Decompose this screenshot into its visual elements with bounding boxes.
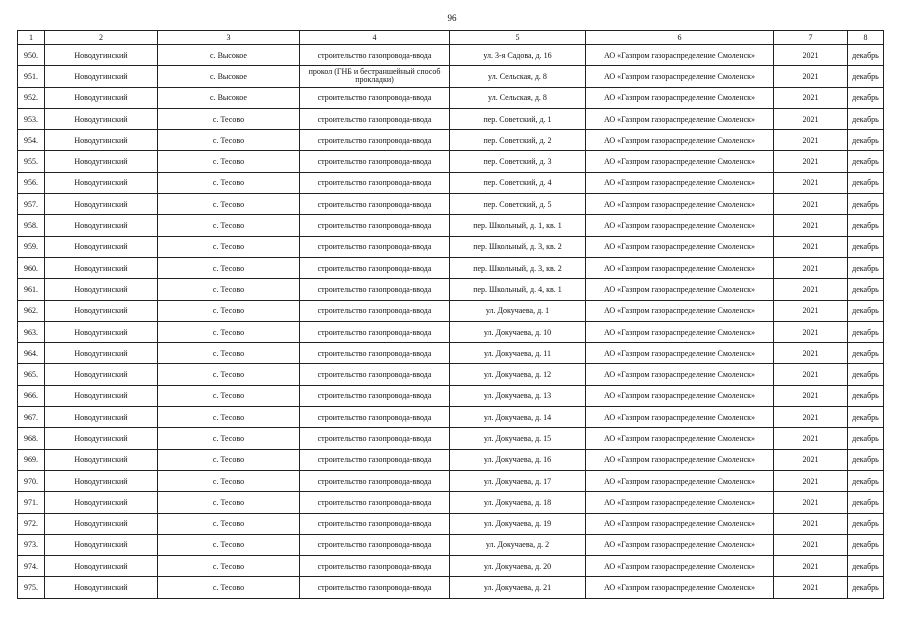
district-cell: Новодугинский [45,66,158,87]
district-cell: Новодугинский [45,364,158,385]
table-row [18,172,884,193]
address-cell: пер. Советский, д. 1 [450,108,586,129]
work-type-cell: строительство газопровода-ввода [300,364,450,385]
row-number-cell: 965. [18,364,45,385]
organization-cell: АО «Газпром газораспределение Смоленск» [586,194,774,215]
organization-cell: АО «Газпром газораспределение Смоленск» [586,577,774,598]
column-header: 4 [300,31,450,45]
table-row [18,470,884,491]
organization-cell: АО «Газпром газораспределение Смоленск» [586,556,774,577]
year-cell: 2021 [774,130,848,151]
work-type-cell: строительство газопровода-ввода [300,534,450,555]
table-row [18,279,884,300]
organization-cell: АО «Газпром газораспределение Смоленск» [586,321,774,342]
year-cell: 2021 [774,172,848,193]
settlement-cell: с. Тесово [158,172,300,193]
address-cell: ул. Докучаева, д. 14 [450,407,586,428]
month-cell: декабрь [848,513,884,534]
organization-cell: АО «Газпром газораспределение Смоленск» [586,151,774,172]
district-cell: Новодугинский [45,45,158,66]
work-type-cell: строительство газопровода-ввода [300,194,450,215]
address-cell: пер. Советский, д. 4 [450,172,586,193]
district-cell: Новодугинский [45,194,158,215]
month-cell: декабрь [848,407,884,428]
settlement-cell: с. Тесово [158,194,300,215]
district-cell: Новодугинский [45,108,158,129]
month-cell: декабрь [848,66,884,87]
district-cell: Новодугинский [45,172,158,193]
address-cell: ул. Докучаева, д. 17 [450,470,586,491]
district-cell: Новодугинский [45,407,158,428]
organization-cell: АО «Газпром газораспределение Смоленск» [586,130,774,151]
district-cell: Новодугинский [45,428,158,449]
work-type-cell: строительство газопровода-ввода [300,492,450,513]
work-type-cell: строительство газопровода-ввода [300,215,450,236]
row-number-cell: 961. [18,279,45,300]
year-cell: 2021 [774,321,848,342]
district-cell: Новодугинский [45,449,158,470]
organization-cell: АО «Газпром газораспределение Смоленск» [586,236,774,257]
district-cell: Новодугинский [45,577,158,598]
table-row [18,45,884,66]
table-row [18,449,884,470]
column-header: 6 [586,31,774,45]
district-cell: Новодугинский [45,321,158,342]
year-cell: 2021 [774,513,848,534]
row-number-cell: 969. [18,449,45,470]
address-cell: пер. Школьный, д. 3, кв. 2 [450,257,586,278]
address-cell: ул. Докучаева, д. 12 [450,364,586,385]
row-number-cell: 963. [18,321,45,342]
address-cell: ул. Докучаева, д. 21 [450,577,586,598]
row-number-cell: 967. [18,407,45,428]
settlement-cell: с. Тесово [158,534,300,555]
district-cell: Новодугинский [45,470,158,491]
year-cell: 2021 [774,236,848,257]
month-cell: декабрь [848,45,884,66]
work-type-cell: строительство газопровода-ввода [300,279,450,300]
address-cell: ул. Докучаева, д. 15 [450,428,586,449]
month-cell: декабрь [848,172,884,193]
table-row [18,385,884,406]
table-row [18,556,884,577]
address-cell: ул. Докучаева, д. 16 [450,449,586,470]
district-cell: Новодугинский [45,279,158,300]
work-type-cell: строительство газопровода-ввода [300,172,450,193]
column-header: 2 [45,31,158,45]
settlement-cell: с. Тесово [158,236,300,257]
work-type-cell: строительство газопровода-ввода [300,45,450,66]
month-cell: декабрь [848,492,884,513]
month-cell: декабрь [848,87,884,108]
district-cell: Новодугинский [45,257,158,278]
table-row [18,428,884,449]
address-cell: ул. Докучаева, д. 11 [450,343,586,364]
year-cell: 2021 [774,45,848,66]
row-number-cell: 973. [18,534,45,555]
settlement-cell: с. Тесово [158,257,300,278]
table-row [18,534,884,555]
year-cell: 2021 [774,470,848,491]
column-header: 3 [158,31,300,45]
row-number-cell: 959. [18,236,45,257]
work-type-cell: строительство газопровода-ввода [300,321,450,342]
settlement-cell: с. Тесово [158,470,300,491]
organization-cell: АО «Газпром газораспределение Смоленск» [586,279,774,300]
row-number-cell: 952. [18,87,45,108]
work-type-cell: строительство газопровода-ввода [300,257,450,278]
settlement-cell: с. Тесово [158,428,300,449]
table-row [18,513,884,534]
month-cell: декабрь [848,215,884,236]
settlement-cell: с. Тесово [158,279,300,300]
work-type-cell: строительство газопровода-ввода [300,428,450,449]
month-cell: декабрь [848,577,884,598]
table-row [18,577,884,598]
table-row [18,130,884,151]
settlement-cell: с. Тесово [158,513,300,534]
month-cell: декабрь [848,343,884,364]
table-row [18,407,884,428]
work-type-cell: строительство газопровода-ввода [300,130,450,151]
district-cell: Новодугинский [45,236,158,257]
organization-cell: АО «Газпром газораспределение Смоленск» [586,534,774,555]
row-number-cell: 957. [18,194,45,215]
address-cell: пер. Советский, д. 5 [450,194,586,215]
settlement-cell: с. Тесово [158,556,300,577]
table-body [18,45,884,599]
page-number: 96 [447,13,457,23]
work-type-cell: строительство газопровода-ввода [300,449,450,470]
month-cell: декабрь [848,300,884,321]
column-header: 1 [18,31,45,45]
work-type-cell: строительство газопровода-ввода [300,385,450,406]
row-number-cell: 951. [18,66,45,87]
work-type-cell: строительство газопровода-ввода [300,513,450,534]
work-type-cell: прокол (ГНБ и бестраншейный способ прокладки) [300,66,450,87]
month-cell: декабрь [848,151,884,172]
work-type-cell: строительство газопровода-ввода [300,151,450,172]
organization-cell: АО «Газпром газораспределение Смоленск» [586,45,774,66]
row-number-cell: 960. [18,257,45,278]
year-cell: 2021 [774,300,848,321]
address-cell: ул. Докучаева, д. 2 [450,534,586,555]
table-row [18,87,884,108]
settlement-cell: с. Высокое [158,66,300,87]
row-number-cell: 962. [18,300,45,321]
column-header: 5 [450,31,586,45]
row-number-cell: 964. [18,343,45,364]
address-cell: ул. Докучаева, д. 18 [450,492,586,513]
address-cell: пер. Советский, д. 2 [450,130,586,151]
settlement-cell: с. Тесово [158,449,300,470]
settlement-cell: с. Тесово [158,343,300,364]
year-cell: 2021 [774,108,848,129]
month-cell: декабрь [848,470,884,491]
year-cell: 2021 [774,343,848,364]
table-row [18,492,884,513]
table-row [18,321,884,342]
work-type-cell: строительство газопровода-ввода [300,407,450,428]
district-cell: Новодугинский [45,215,158,236]
month-cell: декабрь [848,385,884,406]
table-row [18,151,884,172]
month-cell: декабрь [848,108,884,129]
month-cell: декабрь [848,534,884,555]
column-header: 7 [774,31,848,45]
year-cell: 2021 [774,364,848,385]
row-number-cell: 970. [18,470,45,491]
district-cell: Новодугинский [45,343,158,364]
district-cell: Новодугинский [45,513,158,534]
address-cell: ул. Сельская, д. 8 [450,66,586,87]
table-row [18,236,884,257]
organization-cell: АО «Газпром газораспределение Смоленск» [586,407,774,428]
settlement-cell: с. Высокое [158,45,300,66]
year-cell: 2021 [774,534,848,555]
work-type-cell: строительство газопровода-ввода [300,577,450,598]
settlement-cell: с. Тесово [158,151,300,172]
table-header-row [18,31,884,45]
work-type-cell: строительство газопровода-ввода [300,236,450,257]
year-cell: 2021 [774,577,848,598]
month-cell: декабрь [848,428,884,449]
district-cell: Новодугинский [45,300,158,321]
table-row [18,364,884,385]
year-cell: 2021 [774,66,848,87]
address-cell: ул. Сельская, д. 8 [450,87,586,108]
work-type-cell: строительство газопровода-ввода [300,343,450,364]
address-cell: пер. Советский, д. 3 [450,151,586,172]
organization-cell: АО «Газпром газораспределение Смоленск» [586,449,774,470]
year-cell: 2021 [774,428,848,449]
month-cell: декабрь [848,194,884,215]
address-cell: ул. Докучаева, д. 20 [450,556,586,577]
year-cell: 2021 [774,257,848,278]
organization-cell: АО «Газпром газораспределение Смоленск» [586,87,774,108]
work-type-cell: строительство газопровода-ввода [300,300,450,321]
table-row [18,108,884,129]
settlement-cell: с. Высокое [158,87,300,108]
row-number-cell: 966. [18,385,45,406]
column-header: 8 [848,31,884,45]
row-number-cell: 975. [18,577,45,598]
organization-cell: АО «Газпром газораспределение Смоленск» [586,300,774,321]
organization-cell: АО «Газпром газораспределение Смоленск» [586,257,774,278]
settlement-cell: с. Тесово [158,577,300,598]
address-cell: ул. 3-я Садова, д. 16 [450,45,586,66]
work-type-cell: строительство газопровода-ввода [300,470,450,491]
row-number-cell: 950. [18,45,45,66]
year-cell: 2021 [774,279,848,300]
district-cell: Новодугинский [45,534,158,555]
settlement-cell: с. Тесово [158,407,300,428]
row-number-cell: 956. [18,172,45,193]
organization-cell: АО «Газпром газораспределение Смоленск» [586,66,774,87]
month-cell: декабрь [848,321,884,342]
address-cell: ул. Докучаева, д. 13 [450,385,586,406]
settlement-cell: с. Тесово [158,130,300,151]
settlement-cell: с. Тесово [158,300,300,321]
year-cell: 2021 [774,151,848,172]
year-cell: 2021 [774,385,848,406]
month-cell: декабрь [848,449,884,470]
gas-pipeline-table [17,30,884,599]
row-number-cell: 974. [18,556,45,577]
row-number-cell: 968. [18,428,45,449]
month-cell: декабрь [848,130,884,151]
row-number-cell: 953. [18,108,45,129]
address-cell: пер. Школьный, д. 3, кв. 2 [450,236,586,257]
settlement-cell: с. Тесово [158,385,300,406]
address-cell: ул. Докучаева, д. 10 [450,321,586,342]
work-type-cell: строительство газопровода-ввода [300,87,450,108]
district-cell: Новодугинский [45,385,158,406]
district-cell: Новодугинский [45,492,158,513]
organization-cell: АО «Газпром газораспределение Смоленск» [586,108,774,129]
row-number-cell: 971. [18,492,45,513]
organization-cell: АО «Газпром газораспределение Смоленск» [586,172,774,193]
address-cell: пер. Школьный, д. 1, кв. 1 [450,215,586,236]
year-cell: 2021 [774,87,848,108]
table-row [18,257,884,278]
organization-cell: АО «Газпром газораспределение Смоленск» [586,513,774,534]
organization-cell: АО «Газпром газораспределение Смоленск» [586,385,774,406]
district-cell: Новодугинский [45,556,158,577]
year-cell: 2021 [774,215,848,236]
month-cell: декабрь [848,236,884,257]
organization-cell: АО «Газпром газораспределение Смоленск» [586,492,774,513]
work-type-cell: строительство газопровода-ввода [300,556,450,577]
organization-cell: АО «Газпром газораспределение Смоленск» [586,428,774,449]
district-cell: Новодугинский [45,87,158,108]
district-cell: Новодугинский [45,130,158,151]
year-cell: 2021 [774,449,848,470]
organization-cell: АО «Газпром газораспределение Смоленск» [586,343,774,364]
settlement-cell: с. Тесово [158,108,300,129]
organization-cell: АО «Газпром газораспределение Смоленск» [586,470,774,491]
year-cell: 2021 [774,407,848,428]
month-cell: декабрь [848,279,884,300]
organization-cell: АО «Газпром газораспределение Смоленск» [586,215,774,236]
settlement-cell: с. Тесово [158,364,300,385]
organization-cell: АО «Газпром газораспределение Смоленск» [586,364,774,385]
row-number-cell: 955. [18,151,45,172]
address-cell: ул. Докучаева, д. 19 [450,513,586,534]
work-type-cell: строительство газопровода-ввода [300,108,450,129]
address-cell: ул. Докучаева, д. 1 [450,300,586,321]
year-cell: 2021 [774,556,848,577]
table-row [18,194,884,215]
settlement-cell: с. Тесово [158,492,300,513]
row-number-cell: 958. [18,215,45,236]
district-cell: Новодугинский [45,151,158,172]
year-cell: 2021 [774,492,848,513]
table-row [18,343,884,364]
address-cell: пер. Школьный, д. 4, кв. 1 [450,279,586,300]
table-row [18,215,884,236]
year-cell: 2021 [774,194,848,215]
month-cell: декабрь [848,556,884,577]
month-cell: декабрь [848,364,884,385]
row-number-cell: 954. [18,130,45,151]
table-row [18,300,884,321]
table-row [18,66,884,87]
row-number-cell: 972. [18,513,45,534]
settlement-cell: с. Тесово [158,215,300,236]
settlement-cell: с. Тесово [158,321,300,342]
month-cell: декабрь [848,257,884,278]
